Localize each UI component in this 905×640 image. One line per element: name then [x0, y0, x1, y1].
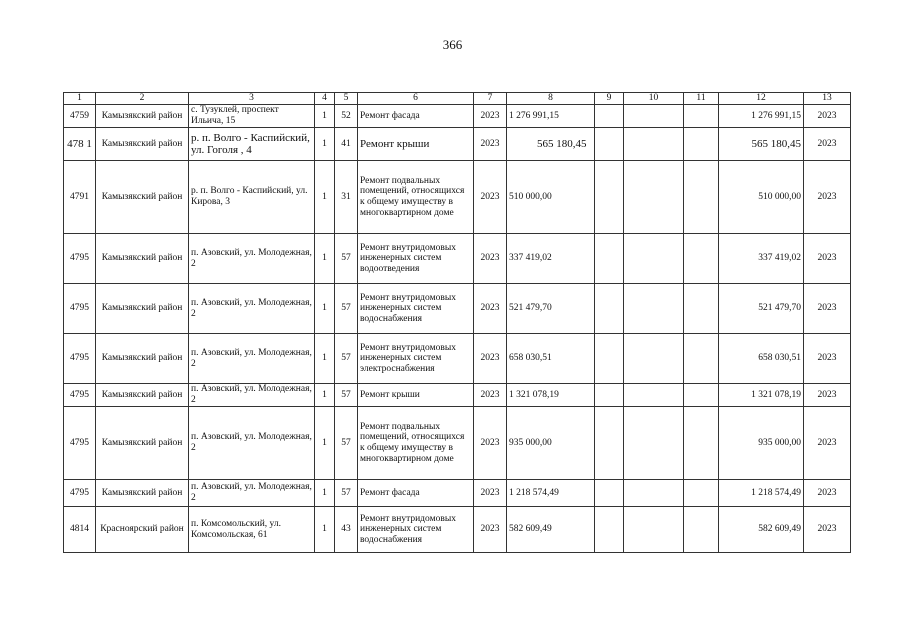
plan-year-cell: 2023: [474, 480, 507, 507]
district-cell: Камызякский район: [96, 384, 189, 407]
address-cell: п. Азовский, ул. Молодежная, 2: [189, 234, 315, 284]
completion-year-cell: 2023: [804, 384, 851, 407]
complex-count-cell: 1: [315, 161, 335, 234]
fund-b-cell: [624, 128, 684, 161]
district-cell: Красноярский район: [96, 507, 189, 553]
work-type-cell: Ремонт крыши: [358, 128, 474, 161]
house-id-cell: 4795: [64, 284, 96, 334]
fund-c-cell: [684, 161, 719, 234]
table-row: [64, 284, 851, 334]
fund-b-cell: [624, 161, 684, 234]
address-cell: п. Азовский, ул. Молодежная, 2: [189, 480, 315, 507]
regional-fund-cell: 658 030,51: [719, 334, 804, 384]
page-number: 366: [442, 37, 463, 52]
completion-year-cell: 2023: [804, 507, 851, 553]
work-type-cell: Ремонт подвальных помещений, относящихся к общему имуществу в многоквартирном доме: [358, 407, 474, 480]
house-count-cell: 57: [335, 334, 358, 384]
work-type-cell: Ремонт крыши: [358, 384, 474, 407]
fund-b-cell: [624, 384, 684, 407]
address-cell: п. Азовский, ул. Молодежная, 2: [189, 284, 315, 334]
house-id-cell: 4795: [64, 384, 96, 407]
table-row: [64, 507, 851, 553]
regional-fund-cell: 337 419,02: [719, 234, 804, 284]
district-cell: Камызякский район: [96, 334, 189, 384]
plan-year-cell: 2023: [474, 128, 507, 161]
address-cell: р. п. Волго - Каспийский, ул. Гоголя , 4: [189, 128, 315, 161]
house-id-cell: 4795: [64, 480, 96, 507]
fund-a-cell: [595, 480, 624, 507]
completion-year-cell: 2023: [804, 480, 851, 507]
plan-year-cell: 2023: [474, 507, 507, 553]
house-count-cell: 57: [335, 407, 358, 480]
fund-a-cell: [595, 161, 624, 234]
fund-b-cell: [624, 507, 684, 553]
complex-count-cell: 1: [315, 480, 335, 507]
fund-b-cell: [624, 407, 684, 480]
regional-fund-cell: 565 180,45: [719, 128, 804, 161]
total-cost-cell: 658 030,51: [507, 334, 595, 384]
fund-c-cell: [684, 105, 719, 128]
regional-fund-cell: 510 000,00: [719, 161, 804, 234]
work-type-cell: Ремонт внутридомовых инженерных систем электроснабжения: [358, 334, 474, 384]
regional-fund-cell: 582 609,49: [719, 507, 804, 553]
district-cell: Камызякский район: [96, 480, 189, 507]
fund-c-cell: [684, 334, 719, 384]
fund-b-cell: [624, 284, 684, 334]
address-cell: с. Тузуклей, проспект Ильича, 15: [189, 105, 315, 128]
fund-a-cell: [595, 384, 624, 407]
house-id-cell: 478 1: [64, 128, 96, 161]
fund-c-cell: [684, 480, 719, 507]
address-cell: п. Комсомольский, ул. Комсомольская, 61: [189, 507, 315, 553]
fund-a-cell: [595, 105, 624, 128]
fund-c-cell: [684, 507, 719, 553]
column-number: 8: [507, 93, 595, 105]
work-type-cell: Ремонт фасада: [358, 480, 474, 507]
complex-count-cell: 1: [315, 507, 335, 553]
work-type-cell: Ремонт внутридомовых инженерных систем водоснабжения: [358, 284, 474, 334]
district-cell: Камызякский район: [96, 161, 189, 234]
district-cell: Камызякский район: [96, 407, 189, 480]
table-row: [64, 384, 851, 407]
column-number: 9: [595, 93, 624, 105]
table-row: [64, 234, 851, 284]
completion-year-cell: 2023: [804, 128, 851, 161]
total-cost-cell: 510 000,00: [507, 161, 595, 234]
house-count-cell: 57: [335, 234, 358, 284]
fund-a-cell: [595, 284, 624, 334]
completion-year-cell: 2023: [804, 407, 851, 480]
total-cost-cell: 521 479,70: [507, 284, 595, 334]
column-number: 3: [189, 93, 315, 105]
work-type-cell: Ремонт внутридомовых инженерных систем водоотведения: [358, 234, 474, 284]
house-id-cell: 4795: [64, 234, 96, 284]
house-id-cell: 4814: [64, 507, 96, 553]
fund-c-cell: [684, 234, 719, 284]
house-id-cell: 4795: [64, 407, 96, 480]
work-type-cell: Ремонт фасада: [358, 105, 474, 128]
complex-count-cell: 1: [315, 384, 335, 407]
address-cell: п. Азовский, ул. Молодежная, 2: [189, 407, 315, 480]
house-count-cell: 52: [335, 105, 358, 128]
regional-fund-cell: 935 000,00: [719, 407, 804, 480]
plan-year-cell: 2023: [474, 407, 507, 480]
regional-fund-cell: 1 218 574,49: [719, 480, 804, 507]
house-count-cell: 57: [335, 284, 358, 334]
fund-a-cell: [595, 234, 624, 284]
fund-b-cell: [624, 480, 684, 507]
district-cell: Камызякский район: [96, 284, 189, 334]
house-count-cell: 31: [335, 161, 358, 234]
house-count-cell: 43: [335, 507, 358, 553]
fund-c-cell: [684, 384, 719, 407]
work-type-cell: Ремонт внутридомовых инженерных систем водоснабжения: [358, 507, 474, 553]
total-cost-cell: 935 000,00: [507, 407, 595, 480]
plan-year-cell: 2023: [474, 105, 507, 128]
work-type-cell: Ремонт подвальных помещений, относящихся к общему имуществу в многоквартирном доме: [358, 161, 474, 234]
column-number-row: [64, 93, 851, 105]
house-id-cell: 4791: [64, 161, 96, 234]
district-cell: Камызякский район: [96, 128, 189, 161]
fund-a-cell: [595, 128, 624, 161]
column-number: 7: [474, 93, 507, 105]
address-cell: п. Азовский, ул. Молодежная, 2: [189, 334, 315, 384]
house-count-cell: 57: [335, 480, 358, 507]
table-row: [64, 105, 851, 128]
table-row: [64, 128, 851, 161]
column-number: 4: [315, 93, 335, 105]
total-cost-cell: 1 218 574,49: [507, 480, 595, 507]
complex-count-cell: 1: [315, 105, 335, 128]
column-number: 2: [96, 93, 189, 105]
plan-year-cell: 2023: [474, 334, 507, 384]
total-cost-cell: 337 419,02: [507, 234, 595, 284]
fund-a-cell: [595, 507, 624, 553]
repair-register-table: [63, 92, 851, 553]
address-cell: п. Азовский, ул. Молодежная, 2: [189, 384, 315, 407]
column-number: 5: [335, 93, 358, 105]
regional-fund-cell: 1 321 078,19: [719, 384, 804, 407]
fund-b-cell: [624, 334, 684, 384]
column-number: 10: [624, 93, 684, 105]
complex-count-cell: 1: [315, 284, 335, 334]
complex-count-cell: 1: [315, 407, 335, 480]
plan-year-cell: 2023: [474, 284, 507, 334]
column-number: 11: [684, 93, 719, 105]
regional-fund-cell: 521 479,70: [719, 284, 804, 334]
fund-c-cell: [684, 407, 719, 480]
district-cell: Камызякский район: [96, 105, 189, 128]
plan-year-cell: 2023: [474, 384, 507, 407]
column-number: 12: [719, 93, 804, 105]
table-row: [64, 334, 851, 384]
address-cell: р. п. Волго - Каспийский, ул. Кирова, 3: [189, 161, 315, 234]
fund-b-cell: [624, 234, 684, 284]
complex-count-cell: 1: [315, 128, 335, 161]
complex-count-cell: 1: [315, 234, 335, 284]
plan-year-cell: 2023: [474, 234, 507, 284]
fund-c-cell: [684, 128, 719, 161]
column-number: 6: [358, 93, 474, 105]
district-cell: Камызякский район: [96, 234, 189, 284]
complex-count-cell: 1: [315, 334, 335, 384]
total-cost-cell: 1 276 991,15: [507, 105, 595, 128]
column-number: 13: [804, 93, 851, 105]
house-id-cell: 4795: [64, 334, 96, 384]
fund-c-cell: [684, 284, 719, 334]
regional-fund-cell: 1 276 991,15: [719, 105, 804, 128]
house-id-cell: 4759: [64, 105, 96, 128]
completion-year-cell: 2023: [804, 105, 851, 128]
total-cost-cell: 565 180,45: [507, 128, 595, 161]
table-row: [64, 407, 851, 480]
house-count-cell: 41: [335, 128, 358, 161]
fund-a-cell: [595, 334, 624, 384]
column-number: 1: [64, 93, 96, 105]
completion-year-cell: 2023: [804, 284, 851, 334]
completion-year-cell: 2023: [804, 234, 851, 284]
plan-year-cell: 2023: [474, 161, 507, 234]
fund-b-cell: [624, 105, 684, 128]
total-cost-cell: 1 321 078,19: [507, 384, 595, 407]
house-count-cell: 57: [335, 384, 358, 407]
completion-year-cell: 2023: [804, 161, 851, 234]
table-row: [64, 161, 851, 234]
fund-a-cell: [595, 407, 624, 480]
total-cost-cell: 582 609,49: [507, 507, 595, 553]
completion-year-cell: 2023: [804, 334, 851, 384]
table-row: [64, 480, 851, 507]
